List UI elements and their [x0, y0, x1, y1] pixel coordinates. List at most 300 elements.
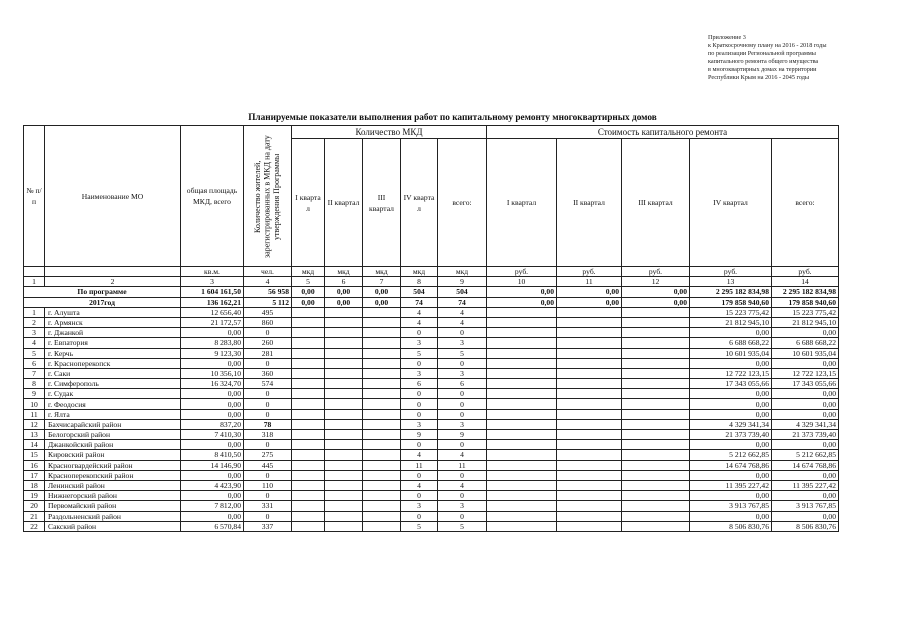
table-cell [622, 409, 690, 419]
table-cell: 0 [438, 328, 487, 338]
summary-value: 504 [438, 287, 487, 297]
table-cell: 12 722 123,15 [690, 368, 772, 378]
table-cell: 0 [401, 389, 438, 399]
table-row [24, 358, 839, 368]
table-cell [487, 501, 557, 511]
unit-cell: мкд [292, 267, 325, 277]
column-number-cell: 2 [45, 277, 181, 287]
table-cell: 3 [438, 368, 487, 378]
table-cell [557, 460, 622, 470]
table-cell: 3 913 767,85 [772, 501, 839, 511]
table-cell: 0 [438, 491, 487, 501]
table-row [24, 470, 839, 480]
summary-value: 0,00 [325, 287, 363, 297]
table-cell: 0,00 [181, 358, 244, 368]
table-cell: 12 722 123,15 [772, 368, 839, 378]
summary-value: 74 [438, 297, 487, 307]
table-cell [292, 409, 325, 419]
table-cell: 14 674 768,86 [690, 460, 772, 470]
table-cell: 0 [438, 470, 487, 480]
table-cell [292, 430, 325, 440]
municipality-name: г. Симферополь [45, 379, 181, 389]
table-cell: 574 [244, 379, 292, 389]
table-cell: 0,00 [772, 440, 839, 450]
table-cell: 0,00 [181, 409, 244, 419]
table-cell: 3 913 767,85 [690, 501, 772, 511]
table-cell: 0,00 [181, 470, 244, 480]
table-cell [487, 480, 557, 490]
table-cell: 0,00 [690, 389, 772, 399]
table-row [24, 419, 839, 429]
table-cell: 8 506 830,76 [772, 521, 839, 531]
table-cell [325, 521, 363, 531]
table-cell: 0 [401, 409, 438, 419]
table-cell: 0 [401, 358, 438, 368]
table-cell: 0,00 [690, 409, 772, 419]
municipality-name: Кировский район [45, 450, 181, 460]
table-row [24, 379, 839, 389]
header-q4-cost: IV квартал [690, 139, 772, 267]
table-cell: 331 [244, 501, 292, 511]
table-cell [557, 440, 622, 450]
table-cell [557, 521, 622, 531]
table-cell: 0,00 [690, 328, 772, 338]
table-cell [292, 338, 325, 348]
column-number-cell: 12 [622, 277, 690, 287]
table-cell: 0 [401, 399, 438, 409]
table-cell [557, 379, 622, 389]
table-cell: 5 [401, 348, 438, 358]
table-cell [325, 430, 363, 440]
table-cell [557, 338, 622, 348]
table-cell: 0,00 [772, 470, 839, 480]
summary-value: 0,00 [325, 297, 363, 307]
table-cell [622, 419, 690, 429]
unit-cell [24, 267, 45, 277]
table-cell: 4 [438, 317, 487, 327]
unit-cell: чел. [244, 267, 292, 277]
table-cell [292, 368, 325, 378]
table-cell [622, 440, 690, 450]
table-cell: 4 329 341,34 [690, 419, 772, 429]
table-cell: 0,00 [690, 491, 772, 501]
table-cell: 0,00 [772, 409, 839, 419]
table-cell [325, 317, 363, 327]
row-number: 14 [24, 440, 45, 450]
row-number: 20 [24, 501, 45, 511]
table-cell [363, 491, 401, 501]
table-cell: 0,00 [181, 511, 244, 521]
table-cell: 0,00 [181, 399, 244, 409]
table-cell: 0 [438, 358, 487, 368]
unit-cell [45, 267, 181, 277]
table-cell [557, 399, 622, 409]
table-row [24, 460, 839, 470]
row-number: 6 [24, 358, 45, 368]
table-cell: 4 [438, 450, 487, 460]
header-total-cost: всего: [772, 139, 839, 267]
table-cell [557, 348, 622, 358]
table-cell: 860 [244, 317, 292, 327]
municipality-name: Красногвардейский район [45, 460, 181, 470]
table-cell [325, 379, 363, 389]
column-number-cell: 8 [401, 277, 438, 287]
table-cell [487, 328, 557, 338]
table-cell: 337 [244, 521, 292, 531]
header-name: Наименование МО [45, 126, 181, 267]
municipality-name: г. Джанкой [45, 328, 181, 338]
row-number: 12 [24, 419, 45, 429]
table-cell: 4 [438, 480, 487, 490]
row-number: 5 [24, 348, 45, 358]
summary-value: 504 [401, 287, 438, 297]
table-cell [557, 511, 622, 521]
table-cell: 0 [438, 399, 487, 409]
header-residents-cell [244, 126, 292, 267]
table-cell: 318 [244, 430, 292, 440]
column-number-cell: 1 [24, 277, 45, 287]
table-cell [622, 358, 690, 368]
table-cell: 0 [401, 511, 438, 521]
table-row [24, 399, 839, 409]
table-cell [622, 399, 690, 409]
column-number-cell: 11 [557, 277, 622, 287]
table-cell: 8 506 830,76 [690, 521, 772, 531]
table-cell [487, 368, 557, 378]
table-cell [292, 419, 325, 429]
table-cell: 4 [401, 480, 438, 490]
table-cell: 4 329 341,34 [772, 419, 839, 429]
table-row [24, 368, 839, 378]
table-cell [292, 317, 325, 327]
table-cell: 0 [244, 511, 292, 521]
summary-value: 0,00 [487, 287, 557, 297]
table-cell: 17 343 055,66 [690, 379, 772, 389]
row-number: 18 [24, 480, 45, 490]
summary-value: 5 112 [244, 297, 292, 307]
table-cell [325, 480, 363, 490]
header-q1-mkd: I кварта л [292, 139, 325, 267]
table-cell: 3 [438, 419, 487, 429]
summary-label: По программе [24, 287, 181, 297]
row-number: 1 [24, 307, 45, 317]
table-cell: 15 223 775,42 [690, 307, 772, 317]
capital-repair-table [23, 125, 839, 532]
summary-value: 0,00 [557, 297, 622, 307]
summary-value: 0,00 [622, 297, 690, 307]
column-number-cell: 3 [181, 277, 244, 287]
header-q1-cost: I квартал [487, 139, 557, 267]
header-num: № п/п [24, 126, 45, 267]
table-cell [622, 348, 690, 358]
table-row [24, 409, 839, 419]
table-cell [622, 450, 690, 460]
table-cell: 21 373 739,40 [690, 430, 772, 440]
table-cell: 0,00 [690, 511, 772, 521]
table-cell: 9 [401, 430, 438, 440]
table-cell [363, 368, 401, 378]
table-cell [292, 521, 325, 531]
table-cell [557, 491, 622, 501]
table-cell [363, 419, 401, 429]
summary-value: 179 858 940,60 [772, 297, 839, 307]
municipality-name: г. Керчь [45, 348, 181, 358]
table-cell: 0 [244, 491, 292, 501]
table-cell [487, 379, 557, 389]
table-cell: 7 812,00 [181, 501, 244, 511]
column-number-cell: 14 [772, 277, 839, 287]
row-number: 4 [24, 338, 45, 348]
table-cell: 5 [438, 521, 487, 531]
summary-value: 56 958 [244, 287, 292, 297]
table-cell [487, 399, 557, 409]
header-q2-mkd: II квартал [325, 139, 363, 267]
table-cell [622, 521, 690, 531]
table-cell: 5 [438, 348, 487, 358]
table-cell: 16 324,70 [181, 379, 244, 389]
table-cell [487, 511, 557, 521]
row-number: 2 [24, 317, 45, 327]
table-cell [292, 470, 325, 480]
table-cell [487, 358, 557, 368]
table-cell: 0,00 [772, 511, 839, 521]
summary-value: 0,00 [557, 287, 622, 297]
table-cell: 0 [401, 328, 438, 338]
table-cell: 5 212 662,85 [690, 450, 772, 460]
row-number: 21 [24, 511, 45, 521]
row-number: 16 [24, 460, 45, 470]
table-cell [487, 409, 557, 419]
table-cell [325, 511, 363, 521]
table-cell [487, 419, 557, 429]
appendix-line: по реализации Региональной программы [708, 50, 816, 57]
table-cell: 6 688 668,22 [690, 338, 772, 348]
table-cell [487, 348, 557, 358]
row-number: 19 [24, 491, 45, 501]
year-total-row [24, 297, 839, 307]
summary-value: 0,00 [292, 297, 325, 307]
table-cell: 21 172,57 [181, 317, 244, 327]
table-cell: 0 [244, 409, 292, 419]
row-number: 7 [24, 368, 45, 378]
table-cell: 110 [244, 480, 292, 490]
header-q3-cost: III квартал [622, 139, 690, 267]
table-cell: 4 [401, 307, 438, 317]
appendix-line: Республики Крым на 2016 - 2045 годы [708, 74, 810, 81]
table-cell: 78 [244, 419, 292, 429]
table-cell: 4 423,90 [181, 480, 244, 490]
table-cell [363, 338, 401, 348]
table-cell: 0 [401, 470, 438, 480]
header-group-row [24, 126, 839, 139]
table-cell: 0 [244, 358, 292, 368]
unit-cell: кв.м. [181, 267, 244, 277]
table-cell: 3 [438, 501, 487, 511]
header-residents: Количество жителей, зарегистрированных в МКД на дату утверждения Программы [253, 134, 282, 258]
table-cell [557, 419, 622, 429]
summary-value: 0,00 [487, 297, 557, 307]
table-cell [325, 328, 363, 338]
table-cell: 4 [401, 317, 438, 327]
table-cell: 0,00 [690, 399, 772, 409]
unit-cell: руб. [690, 267, 772, 277]
municipality-name: г. Ялта [45, 409, 181, 419]
table-cell [557, 307, 622, 317]
table-cell [487, 491, 557, 501]
unit-cell: руб. [487, 267, 557, 277]
summary-value: 0,00 [622, 287, 690, 297]
table-cell: 0,00 [181, 389, 244, 399]
table-cell [363, 501, 401, 511]
table-cell: 5 [401, 521, 438, 531]
table-cell [487, 440, 557, 450]
table-cell [363, 430, 401, 440]
table-cell: 11 395 227,42 [690, 480, 772, 490]
header-q2-cost: II квартал [557, 139, 622, 267]
table-cell: 0 [438, 440, 487, 450]
table-cell: 0,00 [772, 491, 839, 501]
table-cell [363, 358, 401, 368]
table-cell: 11 [401, 460, 438, 470]
table-cell [622, 379, 690, 389]
column-number-cell: 4 [244, 277, 292, 287]
table-cell: 0,00 [772, 358, 839, 368]
table-cell [557, 470, 622, 480]
table-cell [557, 450, 622, 460]
table-row [24, 450, 839, 460]
table-cell [622, 317, 690, 327]
column-numbers-row [24, 277, 839, 287]
column-number-cell: 13 [690, 277, 772, 287]
table-cell: 0,00 [181, 491, 244, 501]
table-cell: 0,00 [690, 470, 772, 480]
summary-value: 2 295 182 834,98 [690, 287, 772, 297]
table-cell: 6 688 668,22 [772, 338, 839, 348]
header-total-mkd: всего: [438, 139, 487, 267]
table-cell: 495 [244, 307, 292, 317]
table-cell [292, 389, 325, 399]
table-cell [292, 328, 325, 338]
table-cell: 14 674 768,86 [772, 460, 839, 470]
table-cell: 281 [244, 348, 292, 358]
table-cell [557, 501, 622, 511]
table-cell [487, 389, 557, 399]
table-cell [292, 460, 325, 470]
table-cell [363, 440, 401, 450]
table-cell: 0,00 [772, 399, 839, 409]
table-cell [325, 399, 363, 409]
table-cell [557, 358, 622, 368]
table-cell: 0 [438, 409, 487, 419]
table-row [24, 430, 839, 440]
municipality-name: г. Судак [45, 389, 181, 399]
table-cell [557, 317, 622, 327]
summary-value: 1 604 161,50 [181, 287, 244, 297]
table-cell [557, 430, 622, 440]
table-cell: 17 343 055,66 [772, 379, 839, 389]
table-cell [292, 379, 325, 389]
table-cell [557, 389, 622, 399]
table-cell [363, 450, 401, 460]
table-cell [325, 348, 363, 358]
table-cell: 9 123,30 [181, 348, 244, 358]
table-cell [292, 358, 325, 368]
column-number-cell: 7 [363, 277, 401, 287]
table-cell [363, 317, 401, 327]
table-cell [292, 307, 325, 317]
table-cell: 5 212 662,85 [772, 450, 839, 460]
table-row [24, 338, 839, 348]
municipality-name: Красноперекопский район [45, 470, 181, 480]
summary-value: 0,00 [363, 297, 401, 307]
table-row [24, 328, 839, 338]
table-cell: 0,00 [690, 358, 772, 368]
table-cell: 21 373 739,40 [772, 430, 839, 440]
table-cell: 837,20 [181, 419, 244, 429]
table-cell [325, 358, 363, 368]
unit-cell: руб. [622, 267, 690, 277]
table-cell: 4 [438, 307, 487, 317]
program-total-row [24, 287, 839, 297]
table-cell: 3 [401, 368, 438, 378]
table-cell: 0,00 [690, 440, 772, 450]
table-cell [325, 501, 363, 511]
table-cell: 3 [401, 419, 438, 429]
municipality-name: Джанкойский район [45, 440, 181, 450]
table-cell: 0 [244, 440, 292, 450]
table-cell: 0 [438, 511, 487, 521]
table-cell [622, 491, 690, 501]
table-cell [622, 368, 690, 378]
unit-cell: руб. [557, 267, 622, 277]
table-cell: 360 [244, 368, 292, 378]
table-cell [557, 480, 622, 490]
table-cell: 6 [401, 379, 438, 389]
table-cell [363, 480, 401, 490]
table-row [24, 521, 839, 531]
table-cell [622, 389, 690, 399]
summary-label: 2017год [24, 297, 181, 307]
row-number: 3 [24, 328, 45, 338]
header-q4-mkd: IV кварта л [401, 139, 438, 267]
table-cell [622, 480, 690, 490]
header-mkd-group: Количество МКД [292, 126, 487, 139]
unit-cell: мкд [401, 267, 438, 277]
table-cell: 8 283,80 [181, 338, 244, 348]
row-number: 10 [24, 399, 45, 409]
table-cell [487, 521, 557, 531]
summary-value: 0,00 [292, 287, 325, 297]
table-cell [292, 450, 325, 460]
municipality-name: Раздольненский район [45, 511, 181, 521]
table-cell [487, 450, 557, 460]
table-row [24, 307, 839, 317]
table-cell: 0 [244, 470, 292, 480]
table-cell [487, 460, 557, 470]
table-row [24, 491, 839, 501]
appendix-line: к Краткосрочному плану на 2016 - 2018 годы [708, 42, 827, 49]
table-cell [363, 409, 401, 419]
municipality-name: Сакский район [45, 521, 181, 531]
municipality-name: Белогорский район [45, 430, 181, 440]
table-cell: 0 [244, 399, 292, 409]
table-cell: 6 [438, 379, 487, 389]
municipality-name: г. Красноперекопск [45, 358, 181, 368]
table-cell: 6 570,84 [181, 521, 244, 531]
table-cell [557, 328, 622, 338]
table-cell [325, 307, 363, 317]
table-cell [325, 470, 363, 480]
